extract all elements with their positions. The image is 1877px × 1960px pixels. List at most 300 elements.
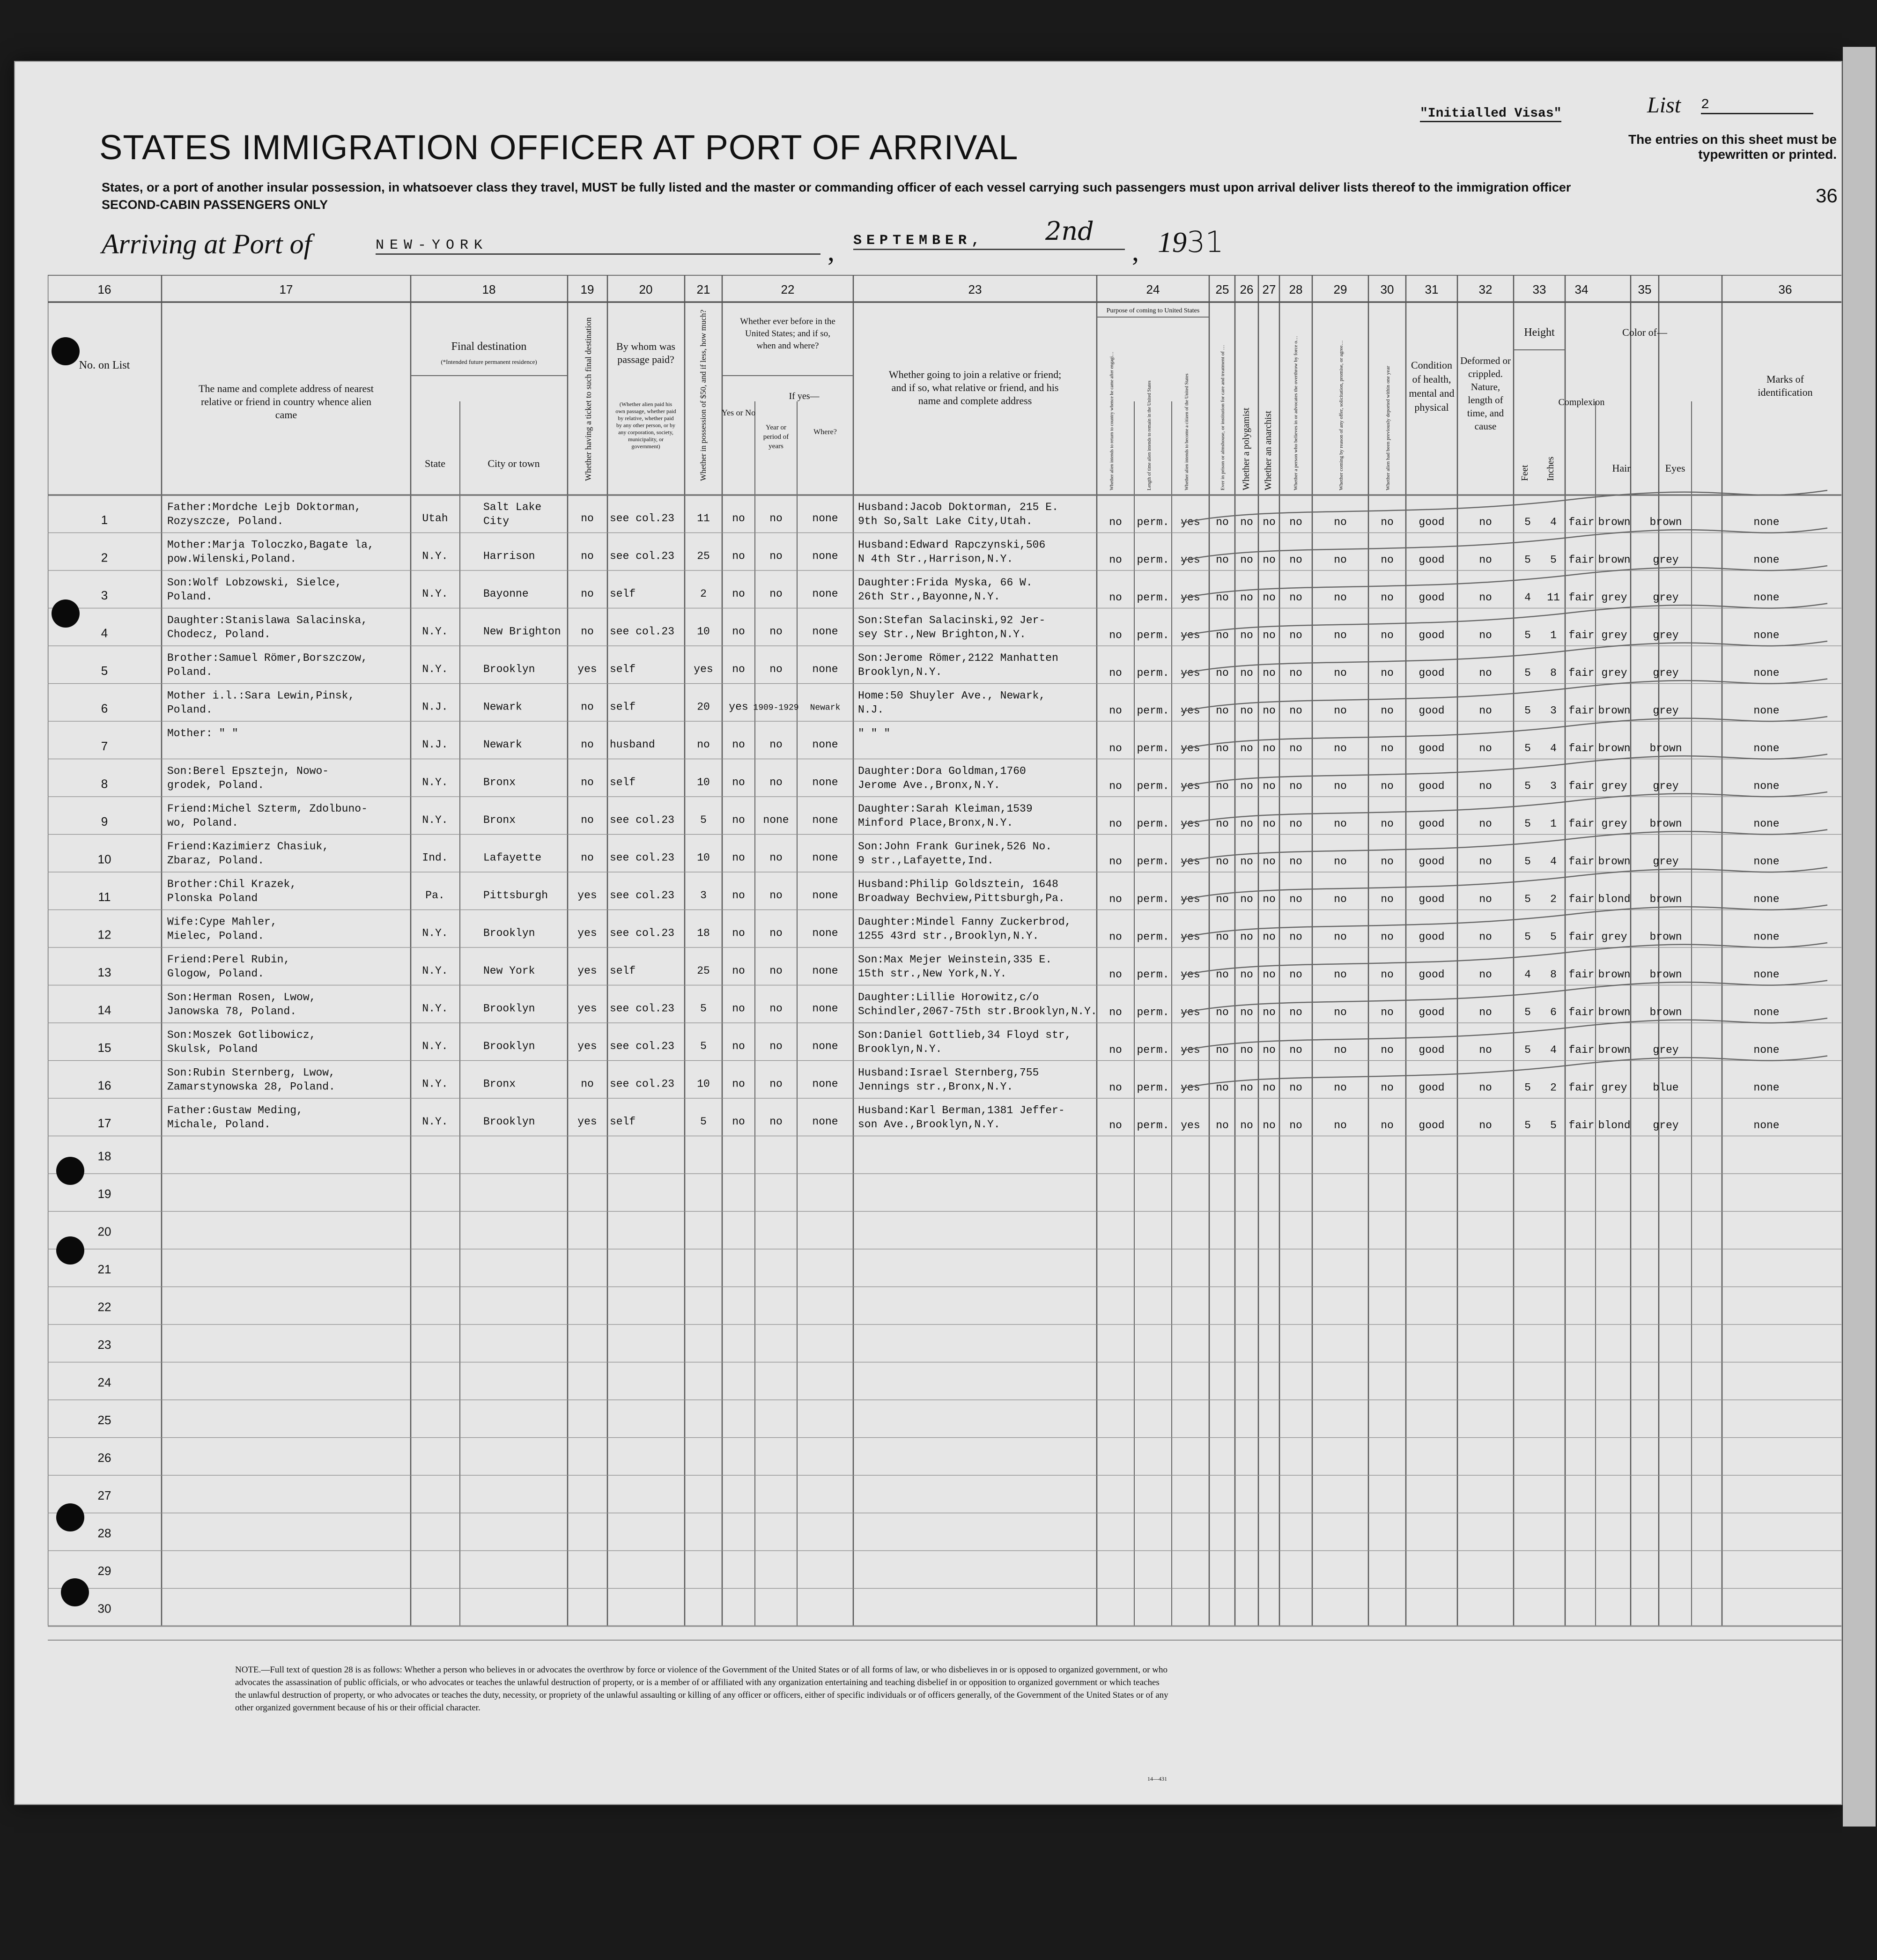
length-of-stay: perm. (1137, 1081, 1169, 1094)
passage-paid: self (610, 1116, 636, 1128)
deformed: no (1479, 704, 1492, 717)
yes-no-answer: no (1216, 1081, 1229, 1094)
height-inches: 2 (1550, 893, 1557, 905)
deformed: no (1479, 629, 1492, 642)
hair-color: grey (1601, 818, 1627, 830)
dest-city: Pittsburgh (483, 889, 548, 902)
col-header: physical (1414, 401, 1449, 413)
joining: Home:50 Shuyler Ave., Newark, (858, 689, 1046, 702)
dest-city: Bayonne (483, 588, 529, 600)
complexion: fair (1568, 516, 1595, 528)
money: 2 (700, 588, 707, 600)
before-in-us: no (732, 814, 745, 826)
joining: Husband:Jacob Doktorman, 215 E. (858, 501, 1058, 513)
row-number: 1 (101, 513, 108, 527)
class-label: SECOND-CABIN PASSENGERS ONLY (102, 198, 328, 212)
deformed: no (1479, 742, 1492, 754)
joining: 1255 43rd str.,Brooklyn,N.Y. (858, 930, 1039, 942)
eye-color: grey (1653, 592, 1679, 604)
years: no (769, 550, 783, 562)
yes-no-answer: no (1334, 855, 1347, 868)
height-inches: 1 (1550, 629, 1557, 642)
dest-city: Bronx (483, 814, 516, 826)
dest-state: N.J. (422, 701, 448, 713)
yes-no-answer: no (1240, 1119, 1253, 1132)
years: no (769, 927, 783, 939)
eye-color: grey (1653, 667, 1679, 679)
row-number: 21 (97, 1262, 111, 1276)
column-number: 31 (1425, 282, 1439, 296)
yes-no-answer: no (1216, 516, 1229, 528)
col-subheader: period of (763, 433, 789, 441)
height-inches: 3 (1550, 780, 1557, 792)
yes-no-answer: no (1216, 704, 1229, 717)
col-header: Nature, (1471, 381, 1500, 392)
identification-marks: none (1753, 704, 1780, 717)
col-subheader: State (425, 458, 445, 469)
length-of-stay: perm. (1137, 516, 1169, 528)
yes-no-answer: no (1240, 780, 1253, 792)
relative-address: Father:Gustaw Meding, (167, 1104, 303, 1117)
dest-city: Salt Lake (483, 501, 542, 513)
yes-no-answer: no (1381, 893, 1394, 905)
yes-no-answer: no (1240, 931, 1253, 943)
intends-citizen: yes (1181, 1044, 1200, 1056)
eye-color: brown (1649, 516, 1682, 528)
intends-return: no (1109, 1044, 1122, 1056)
yes-no-answer: no (1263, 969, 1276, 981)
complexion: fair (1568, 742, 1595, 754)
col-header: Whether having a ticket to such final destination (584, 317, 593, 481)
before-in-us: no (732, 1078, 745, 1090)
binder-hole (61, 1578, 89, 1606)
row-number: 19 (97, 1187, 111, 1201)
col-header: length of (1468, 394, 1503, 406)
yes-no-answer: no (1381, 1006, 1394, 1019)
yes-no-answer: no (1381, 1119, 1394, 1132)
height-inches: 4 (1550, 742, 1557, 754)
joining: N 4th Str.,Harrison,N.Y. (858, 553, 1013, 565)
hair-color: brown (1598, 704, 1631, 717)
column-number: 35 (1638, 282, 1652, 296)
years: no (769, 889, 783, 902)
yes-no-answer: no (1381, 818, 1394, 830)
joining: Daughter:Sarah Kleiman,1539 (858, 803, 1033, 815)
joining: Daughter:Dora Goldman,1760 (858, 765, 1026, 777)
col-header: Complexion (1558, 397, 1605, 407)
col-header: mental and (1409, 387, 1455, 399)
footnote-container (235, 1664, 1172, 1776)
page-title: STATES IMMIGRATION OFFICER AT PORT OF ARRIVAL (99, 128, 1019, 167)
deformed: no (1479, 592, 1492, 604)
height-inches: 4 (1550, 855, 1557, 868)
page-edge (1843, 47, 1876, 1827)
years: none (763, 814, 789, 826)
passage-paid: self (610, 588, 636, 600)
joining: Son:Jerome Römer,2122 Manhatten (858, 652, 1058, 664)
money: 20 (697, 701, 710, 713)
yes-no-answer: no (1381, 592, 1394, 604)
column-number: 18 (482, 282, 496, 296)
col-subheader: Inches (1545, 456, 1556, 481)
col-subheader: Whether alien intends to become a citizen of the United States (1184, 373, 1190, 490)
col-subheader: years (769, 443, 783, 450)
yes-no-answer: no (1240, 516, 1253, 528)
health: good (1419, 1006, 1445, 1019)
years: 1909-1929 (753, 703, 799, 713)
joining: Husband:Israel Sternberg,755 (858, 1066, 1039, 1079)
health: good (1419, 592, 1445, 604)
before-in-us: no (732, 588, 745, 600)
health: good (1419, 855, 1445, 868)
money: 18 (697, 927, 710, 939)
has-ticket: no (581, 739, 594, 751)
height-feet: 5 (1524, 893, 1531, 905)
money: no (697, 739, 710, 751)
row-number: 12 (97, 927, 111, 942)
dest-city: Harrison (483, 550, 535, 562)
yes-no-answer: no (1381, 704, 1394, 717)
page-subtitle: States, or a port of another insular possession, in whatsoever class they travel, MUST be fully listed and the master or commanding officer of each vessel carrying such passengers must upon arrival deliver lists thereof to the immigration officer (102, 180, 1571, 194)
dest-state: N.Y. (422, 1116, 448, 1128)
dest-city: City (483, 515, 510, 527)
height-feet: 5 (1524, 1119, 1531, 1132)
yes-no-answer: no (1381, 1081, 1394, 1094)
hair-color: blond (1598, 1119, 1631, 1132)
col-header: Purpose of coming to United States (1106, 307, 1200, 314)
height-feet: 5 (1524, 554, 1531, 566)
height-feet: 5 (1524, 1081, 1531, 1094)
column-number: 32 (1478, 282, 1493, 296)
yes-no-answer: no (1216, 855, 1229, 868)
intends-return: no (1109, 516, 1122, 528)
yes-no-answer: no (1240, 592, 1253, 604)
where: none (812, 663, 838, 675)
eye-color: grey (1653, 1044, 1679, 1056)
col-header: Marks of (1766, 373, 1804, 385)
identification-marks: none (1753, 742, 1780, 754)
relative-address: Zamarstynowska 28, Poland. (167, 1080, 335, 1093)
hair-color: brown (1598, 554, 1631, 566)
before-in-us: no (732, 1002, 745, 1015)
height-feet: 4 (1524, 592, 1531, 604)
health: good (1419, 704, 1445, 717)
has-ticket: no (581, 625, 594, 638)
dest-city: Brooklyn (483, 927, 535, 939)
intends-return: no (1109, 1081, 1122, 1094)
eye-color: blue (1653, 1081, 1679, 1094)
yes-no-answer: no (1334, 554, 1347, 566)
yes-no-answer: no (1263, 1119, 1276, 1132)
yes-no-answer: no (1334, 1119, 1347, 1132)
dest-state: N.Y. (422, 814, 448, 826)
col-header: name and complete address (918, 395, 1032, 407)
row-number: 2 (101, 550, 108, 565)
column-number: 34 (1574, 282, 1589, 296)
yes-no-answer: no (1289, 667, 1302, 679)
passage-paid: see col.23 (610, 1040, 675, 1052)
deformed: no (1479, 554, 1492, 566)
dest-city: Bronx (483, 776, 516, 789)
relative-address: Brother:Samuel Römer,Borszczow, (167, 652, 368, 664)
height-inches: 11 (1547, 592, 1560, 604)
relative-address: Brother:Chil Krazek, (167, 878, 297, 890)
years: no (769, 663, 783, 675)
complexion: fair (1568, 780, 1595, 792)
eye-color: brown (1649, 1006, 1682, 1019)
row-number: 28 (97, 1526, 111, 1540)
yes-no-answer: no (1289, 516, 1302, 528)
where: none (812, 927, 838, 939)
identification-marks: none (1753, 931, 1780, 943)
where: none (812, 965, 838, 977)
deformed: no (1479, 667, 1492, 679)
relative-address: Poland. (167, 666, 213, 678)
yes-no-answer: no (1334, 667, 1347, 679)
yes-no-answer: no (1289, 554, 1302, 566)
yes-no-answer: no (1289, 592, 1302, 604)
footnote: NOTE.—Full text of question 28 is as follows: Whether a person who believes in or advocates the overthrow by force or violence of the Government of the United States or of all forms of law, or who disbelieves in or is opposed to organized government, or who advocates the assassination of public officials, or who advocates or teaches the unlawful destruction of property, or is a member of or affiliated with any organization entertaining and teaching disbelief in or opposition to organized government or which teaches the unlawful destruction of property, or who advocates or teaches the duty, necessity, or propriety of the unlawful assaulting or killing of any officer or officers, either of specific individuals or of officers generally, of the Government of the United States or of any other organized government because of his or their official character. (235, 1665, 1168, 1713)
yes-no-answer: no (1240, 818, 1253, 830)
identification-marks: none (1753, 629, 1780, 642)
health: good (1419, 629, 1445, 642)
port-field: NEW-YORK (376, 237, 820, 255)
passage-paid: see col.23 (610, 550, 675, 562)
deformed: no (1479, 1081, 1492, 1094)
yes-no-answer: no (1334, 592, 1347, 604)
joining: " " " (858, 727, 891, 740)
years: no (769, 965, 783, 977)
dest-city: Newark (483, 701, 522, 713)
col-header-note: (*Intended future permanent residence) (441, 358, 537, 365)
height-inches: 1 (1550, 818, 1557, 830)
yes-no-answer: no (1381, 629, 1394, 642)
col-header-note: municipality, or (628, 436, 664, 443)
eye-color: brown (1649, 818, 1682, 830)
hair-color: grey (1601, 629, 1627, 642)
col-header: Whether going to join a relative or friend; (888, 369, 1062, 380)
joining: N.J. (858, 703, 884, 716)
money: 11 (697, 512, 710, 525)
deformed: no (1479, 855, 1492, 868)
col-header: Whether an anarchist (1263, 411, 1273, 490)
relative-address: Son:Moszek Gotlibowicz, (167, 1029, 316, 1041)
dest-state: Utah (422, 512, 448, 525)
before-in-us: no (732, 927, 745, 939)
col-header: United States; and if so, (745, 329, 831, 339)
complexion: fair (1568, 969, 1595, 981)
hair-color: grey (1601, 1081, 1627, 1094)
relative-address: wo, Poland. (167, 817, 238, 829)
height-inches: 8 (1550, 969, 1557, 981)
dest-state: N.Y. (422, 625, 448, 638)
has-ticket: yes (577, 965, 597, 977)
joining: Schindler,2067-75th str.Brooklyn,N.Y. (858, 1005, 1097, 1018)
identification-marks: none (1753, 592, 1780, 604)
yes-no-answer: no (1240, 969, 1253, 981)
col-header: Color of— (1622, 326, 1667, 338)
where: none (812, 1002, 838, 1015)
joining: Jennings str.,Bronx,N.Y. (858, 1080, 1013, 1093)
dest-city: Lafayette (483, 851, 542, 864)
yes-no-answer: no (1334, 931, 1347, 943)
money: 10 (697, 625, 710, 638)
has-ticket: yes (577, 1116, 597, 1128)
yes-no-answer: no (1240, 1044, 1253, 1056)
dest-state: N.Y. (422, 588, 448, 600)
dest-city: Bronx (483, 1078, 516, 1090)
health: good (1419, 1044, 1445, 1056)
dest-state: Pa. (425, 889, 445, 902)
passage-paid: see col.23 (610, 625, 675, 638)
length-of-stay: perm. (1137, 1044, 1169, 1056)
col-header: Whether a person who believes in or advocates the overthrow by force o… (1293, 336, 1299, 490)
height-feet: 5 (1524, 1044, 1531, 1056)
yes-no-answer: no (1289, 704, 1302, 717)
height-inches: 4 (1550, 516, 1557, 528)
yes-no-answer: no (1289, 1044, 1302, 1056)
has-ticket: yes (577, 927, 597, 939)
yes-no-answer: no (1216, 780, 1229, 792)
relative-address: Father:Mordche Lejb Doktorman, (167, 501, 362, 513)
intends-return: no (1109, 931, 1122, 943)
col-header: Ever in prison or almshouse, or institution for care and treatment of … (1220, 345, 1226, 490)
row-number: 4 (101, 626, 108, 640)
intends-citizen: yes (1181, 592, 1200, 604)
length-of-stay: perm. (1137, 855, 1169, 868)
column-number: 30 (1380, 282, 1394, 296)
binder-hole (56, 1157, 84, 1185)
deformed: no (1479, 1119, 1492, 1132)
column-number: 29 (1333, 282, 1347, 296)
joining: Brooklyn,N.Y. (858, 666, 942, 678)
col-subheader: Whether alien intends to return to country whence he came after engagi… (1109, 351, 1115, 490)
yes-no-answer: no (1289, 818, 1302, 830)
identification-marks: none (1753, 1081, 1780, 1094)
deformed: no (1479, 1044, 1492, 1056)
row-number: 15 (97, 1041, 111, 1055)
height-feet: 5 (1524, 1006, 1531, 1019)
yes-no-answer: no (1334, 780, 1347, 792)
has-ticket: yes (577, 1002, 597, 1015)
col-header: Condition (1411, 359, 1453, 371)
height-inches: 5 (1550, 1119, 1557, 1132)
yes-no-answer: no (1216, 1006, 1229, 1019)
yes-no-answer: no (1216, 742, 1229, 754)
column-number: 36 (1778, 282, 1792, 296)
money: 25 (697, 965, 710, 977)
hair-color: brown (1598, 516, 1631, 528)
years: no (769, 739, 783, 751)
col-subheader: If yes— (789, 391, 820, 401)
row-number: 16 (97, 1078, 111, 1093)
length-of-stay: perm. (1137, 969, 1169, 981)
eye-color: brown (1649, 931, 1682, 943)
years: no (769, 512, 783, 525)
dest-state: N.Y. (422, 1040, 448, 1052)
health: good (1419, 780, 1445, 792)
length-of-stay: perm. (1137, 554, 1169, 566)
yes-no-answer: no (1334, 818, 1347, 830)
height-feet: 5 (1524, 780, 1531, 792)
has-ticket: no (581, 550, 594, 562)
health: good (1419, 667, 1445, 679)
column-number: 19 (580, 282, 594, 296)
yes-no-answer: no (1263, 667, 1276, 679)
joining: Daughter:Lillie Horowitz,c/o (858, 991, 1039, 1004)
relative-address: Plonska Poland (167, 892, 258, 904)
where: none (812, 550, 838, 562)
dest-state: N.Y. (422, 663, 448, 675)
relative-address: Mother: " " (167, 727, 238, 740)
deformed: no (1479, 780, 1492, 792)
eye-color: grey (1653, 1119, 1679, 1132)
joining: Son:Daniel Gottlieb,34 Floyd str, (858, 1029, 1072, 1041)
col-header: Whether in possession of $50, and if less, how much? (699, 310, 708, 481)
yes-no-answer: no (1216, 969, 1229, 981)
dest-city: Brooklyn (483, 1040, 535, 1052)
before-in-us: no (732, 965, 745, 977)
yes-no-answer: no (1263, 1081, 1276, 1094)
binder-hole (52, 599, 80, 628)
yes-no-answer: no (1381, 516, 1394, 528)
yes-no-answer: no (1216, 818, 1229, 830)
yes-no-answer: no (1216, 1119, 1229, 1132)
intends-citizen: yes (1181, 780, 1200, 792)
row-number: 20 (97, 1224, 111, 1239)
money: 5 (700, 1002, 707, 1015)
passage-paid: see col.23 (610, 851, 675, 864)
years: no (769, 776, 783, 789)
yes-no-answer: no (1334, 1081, 1347, 1094)
joining: 9 str.,Lafayette,Ind. (858, 854, 994, 867)
passage-paid: self (610, 663, 636, 675)
joining: Husband:Karl Berman,1381 Jeffer- (858, 1104, 1065, 1117)
intends-return: no (1109, 667, 1122, 679)
height-feet: 5 (1524, 516, 1531, 528)
col-header-note: (Whether alien paid his (619, 401, 672, 407)
yes-no-answer: no (1289, 742, 1302, 754)
col-header: By whom was (616, 340, 675, 352)
intends-citizen: yes (1181, 516, 1200, 528)
row-number: 29 (97, 1564, 111, 1578)
yes-no-answer: no (1263, 818, 1276, 830)
col-subheader: Yes or No (721, 408, 756, 417)
joining: Husband:Philip Goldsztein, 1648 (858, 878, 1058, 890)
col-header-note: government) (631, 443, 660, 450)
month-field: SEPTEMBER, (853, 233, 1125, 250)
col-header: No. on List (79, 359, 130, 371)
height-feet: 5 (1524, 704, 1531, 717)
money: 5 (700, 1040, 707, 1052)
column-number: 16 (97, 282, 111, 296)
length-of-stay: perm. (1137, 742, 1169, 754)
row-number: 14 (97, 1003, 111, 1017)
yes-no-answer: no (1381, 1044, 1394, 1056)
row-number: 11 (98, 890, 111, 904)
dest-state: N.Y. (422, 1078, 448, 1090)
yes-no-answer: no (1240, 667, 1253, 679)
money: 5 (700, 1116, 707, 1128)
complexion: fair (1568, 592, 1595, 604)
before-in-us: no (732, 1116, 745, 1128)
yes-no-answer: no (1381, 554, 1394, 566)
hair-color: brown (1598, 1006, 1631, 1019)
yes-no-answer: no (1240, 1006, 1253, 1019)
identification-marks: none (1753, 780, 1780, 792)
health: good (1419, 516, 1445, 528)
complexion: fair (1568, 1006, 1595, 1019)
